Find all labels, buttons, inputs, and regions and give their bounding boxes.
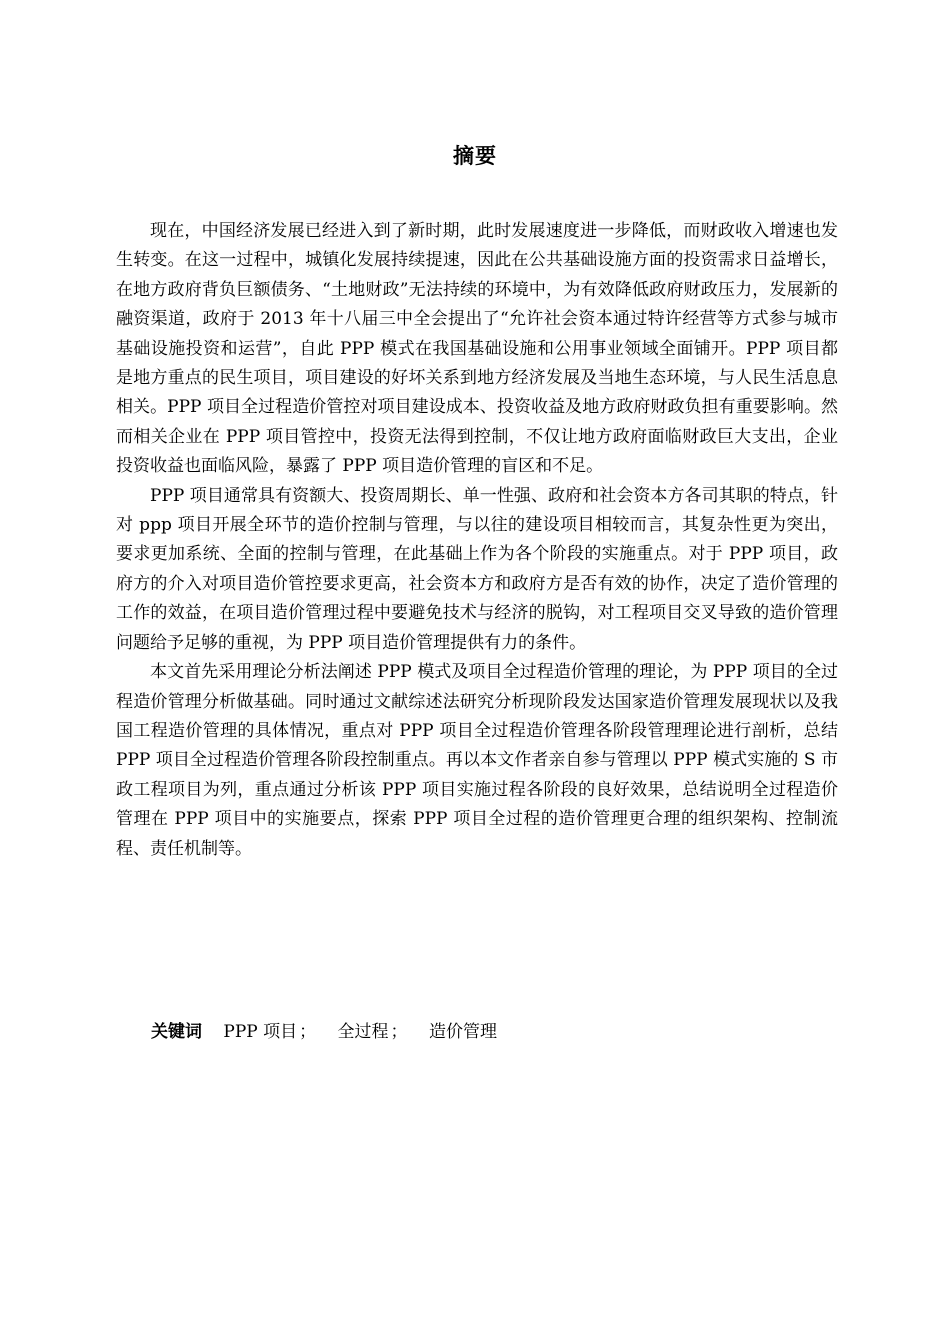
abstract-body [116,217,838,864]
abstract-paragraph-3: 本文首先采用理论分析法阐述 PPP 模式及项目全过程造价管理的理论，为 PPP 项目的全过程造价管理分析做基础。同时通过文献综述法研究分析现阶段发达国家造价管理发展现状以及我国工程造价管理的具体情况，重点对 PPP 项目全过程造价管理各阶段管理理论进行剖析，总结 PPP 项目全过程造价管理各阶段控制重点。再以本文作者亲自参与管理以 PPP 模式实施的 S 市政工程项目为列，重点通过分析该 PPP 项目实施过程各阶段的良好效果，总结说明全过程造价管理在 PPP 项目中的实施要点，探索 PPP 项目全过程的造价管理更合理的组织架构、控制流程、责任机制等。 [116,662,838,859]
keyword-separator: ； [299,1022,317,1042]
keywords-line [151,1018,851,1046]
abstract-paragraph-2: PPP 项目通常具有资额大、投资周期长、单一性强、政府和社会资本方各司其职的特点，针对 ppp 项目开展全环节的造价控制与管理，与以往的建设项目相较而言，其复杂性更为突出，要求更加系统、全面的控制与管理，在此基础上作为各个阶段的实施重点。对于 PPP 项目，政府方的介入对项目造价管控要求更高，社会资本方和政府方是否有效的协作，决定了造价管理的工作的效益，在项目造价管理过程中要避免技术与经济的脱钩，对工程项目交叉导致的造价管理问题给予足够的重视，为 PPP 项目造价管理提供有力的条件。 [116,485,838,653]
abstract-title: 摘要 [453,144,497,168]
keyword-item: PPP 项目 [223,1022,298,1042]
keyword-item: 造价管理 [428,1022,497,1042]
keyword-separator: ； [390,1022,408,1042]
keyword-item: 全过程 [337,1022,389,1042]
abstract-paragraph-1: 现在，中国经济发展已经进入到了新时期，此时发展速度进一步降低，而财政收入增速也发生转变。在这一过程中，城镇化发展持续提速，因此在公共基础设施方面的投资需求日益增长，在地方政府背负巨额债务、“土地财政”无法持续的环境中，为有效降低政府财政压力，发展新的融资渠道，政府于 2013 年十八届三中全会提出了“允许社会资本通过特许经营等方式参与城市基础设施投资和运营”，自此 PPP 模式在我国基础设施和公用事业领域全面铺开。PPP 项目都是地方重点的民生项目，项目建设的好坏关系到地方经济发展及当地生态环境，与人民生活息息相关。PPP 项目全过程造价管控对项目建设成本、投资收益及地方政府财政负担有重要影响。然而相关企业在 PPP 项目管控中，投资无法得到控制，不仅让地方政府面临财政巨大支出，企业投资收益也面临风险，暴露了 PPP 项目造价管理的盲区和不足。 [116,221,838,477]
keywords-label: 关键词 [151,1022,202,1042]
